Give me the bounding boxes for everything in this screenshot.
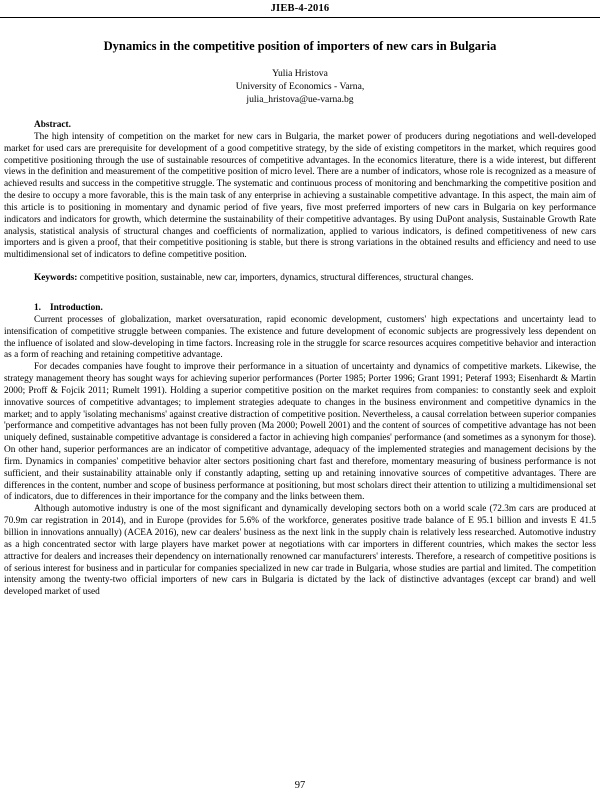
section-title: Introduction. bbox=[49, 302, 103, 313]
abstract-text: The high intensity of competition on the market for new cars in Bulgaria, the market power of producers during negotiations and well-developed market for used cars are prerequisite for development of a good competitive strategy, by the side of existing competitors in the market, which requires good competitive positioning through the use of sustainable resources of competitive advantages. In the economics literature, there is a wide interest, but different views in the definition and measurement of the competitive position of micro level. There are a number of indicators, whose role is recognized as a measure of achieved results and success in the competitive struggle. The systematic and continuous process of monitoring and benchmarking the competitive position and the desire to occupy a more favorable, this is the main task of any enterprise in achieving a sustainable competitive advantage. In this aspect, the main aim of this article is to positioning in momentary and dynamic period of five years, five most preferred importers of new cars in Bulgaria on key performance indicators and indicators for growth, which determine the sustainability of their competitive advantages. By using DuPont analysis, Sustainable Growth Rate analysis, statistical analysis of structural changes and coefficients of normalization, applied to various indicators, is defined competitiveness of new cars importers and is given a proof, that their competitive positioning is stable, but there is strong variations in the obtained results and efficiency and need to use multidimensional set of indicators to define competitive position. bbox=[4, 131, 596, 261]
paper-body bbox=[4, 120, 596, 599]
intro-paragraph-2: For decades companies have fought to improve their performance in a situation of uncertainty and dynamics of competitive markets. Likewise, the strategy management theory has sought ways for achieving superior performances (Porter 1985; Porter 1996; Grant 1991; Peteraf 1993; Eisenhardt & Martin 2000; Proff & Fojcik 2011; Rumelt 1991). Holding a superior competitive position on the market requires from companies: to constantly seek and exploit innovative sources of competitive advantages; to implement strategies adequate to changes in the business environment and competitive dynamics in the market; and to apply 'isolating mechanisms' against creative distraction of competitive position. Nevertheless, a causal correlation between superior companies 'performance and competitive advantages has not been fully proven (Ma 2000; Powell 2001) and the content of sources of competitive advantage has not been uniquely defined, sustainable competitive advantage is considered a factor in achieving high companies' performance (and sometimes as a synonym for those). On other hand, superior performances are an indicator of competitive advantage, adequacy of the implemented strategies and management decisions by the firm. Dynamics in companies' competitive behavior alter sectors positioning chart fast and therefore, momentary measuring of business performance is not sufficient, and their sustainability attainable only if constantly adapting, setting up and retaining innovative sources of competitive advantages. There are differences in the content, number and scope of business performance at positioning, but most scholars direct their attention to utilizing a multidimensional set of indicators, due to differences in their importance for the company and the links between them. bbox=[4, 362, 596, 503]
author-email: julia_hristova@ue-varna.bg bbox=[246, 93, 354, 105]
section-number: 1. bbox=[34, 302, 41, 313]
section-heading bbox=[34, 303, 596, 315]
keywords-text: competitive position, sustainable, new car, importers, dynamics, structural differences, structural changes. bbox=[79, 273, 474, 284]
abstract-heading: Abstract. bbox=[34, 120, 71, 130]
paper-title: Dynamics in the competitive position of importers of new cars in Bulgaria bbox=[103, 39, 497, 53]
journal-header: JIEB-4-2016 bbox=[270, 3, 330, 14]
author-block bbox=[0, 68, 600, 106]
keywords-paragraph bbox=[4, 273, 596, 285]
header-rule bbox=[0, 17, 600, 18]
author-affiliation: University of Economics - Varna, bbox=[235, 80, 365, 92]
intro-paragraph-3: Although automotive industry is one of the most significant and dynamically developing sectors both on a world scale (72.3m cars are produced at 70.9m car registration in 2014), and in Europe (provides for 5.6% of the workforce, generates positive trade balance of E 95.1 billion and invests E 41.5 billion in innovations annually) (ACEA 2016), new car dealers' business as the next link in the supply chain is relatively less researched. Automotive industry as a high concentrated sector with large players have market power at negotiations with car importers in different countries, which makes the sector less attractive for dealers and increases their dependency on internationally renowned car manufacturers' interests. Therefore, a research of competitive positions is of serious interest for business and in particular for companies specialized in new car trade in Bulgaria, whose studies are partial and limited. The competition intensity among the twenty-two official importers of new cars in Bulgaria is dictated by the lack of distinctive advantages (except car brand) and well developed market of used bbox=[4, 504, 596, 598]
keywords-label: Keywords: bbox=[34, 273, 78, 284]
intro-paragraph-1: Current processes of globalization, market oversaturation, rapid economic development, customers' high expectations and uncertainty lead to intensification of competitive struggle between companies. The existence and future development of economic subjects are progressively less dependent on the influence of isolated and slow-developing in time factors. Increasing role in the struggle for scarce resources acquires competitive behavior and interaction as a form of reaching and retaining competitive advantage. bbox=[4, 314, 596, 361]
page-number: 97 bbox=[294, 780, 306, 791]
author-name: Yulia Hristova bbox=[272, 68, 328, 79]
